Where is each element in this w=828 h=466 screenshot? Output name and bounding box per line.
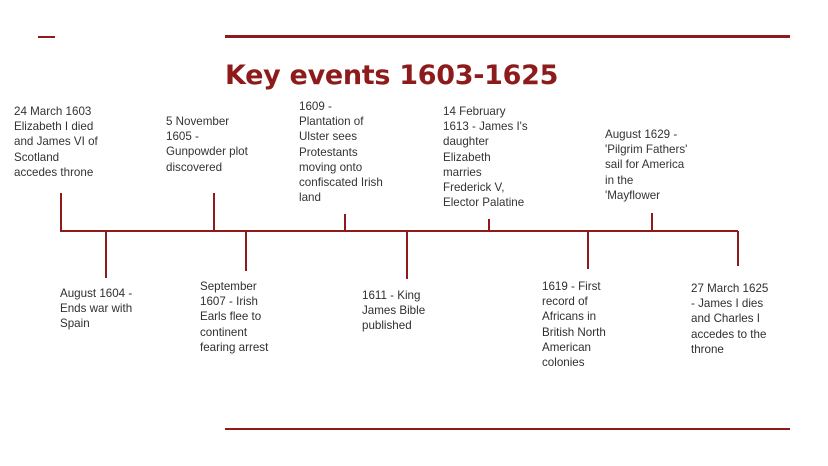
timeline-tick-1605: [213, 193, 215, 231]
event-label-1611: 1611 - King James Bible published: [362, 289, 426, 333]
timeline-tick-1613: [488, 219, 490, 231]
event-label-1605: 5 November 1605 - Gunpowder plot discovered: [166, 115, 248, 174]
timeline-tick-1609: [344, 214, 346, 231]
event-label-1603: 24 March 1603 Elizabeth I died and James VI of Scotland accedes throne: [14, 105, 98, 179]
top-left-accent-bar: [38, 36, 55, 38]
timeline-tick-1629: [651, 213, 653, 231]
event-label-1613: 14 February 1613 - James I's daughter Elizabeth marries Frederick V, Elector Palatine: [443, 105, 528, 210]
bottom-accent-rule: [225, 428, 790, 430]
event-label-1629: August 1629 - 'Pilgrim Fathers' sail for America in the 'Mayflower: [605, 128, 688, 202]
timeline-tick-1611: [406, 231, 408, 279]
timeline-tick-1607: [245, 231, 247, 271]
event-label-1607: September 1607 - Irish Earls flee to continent fearing arrest: [200, 280, 269, 354]
event-label-1619: 1619 - First record of Africans in British North American colonies: [542, 280, 606, 370]
top-accent-rule: [225, 35, 790, 38]
timeline-tick-1604: [105, 231, 107, 278]
timeline-tick-1625: [737, 231, 739, 266]
timeline-tick-1603: [60, 193, 62, 231]
event-label-1625: 27 March 1625 - James I dies and Charles I accedes to the throne: [691, 282, 769, 356]
event-label-1609: 1609 - Plantation of Ulster sees Protestants moving onto confiscated Irish land: [299, 100, 383, 205]
page-title: Key events 1603-1625: [225, 60, 559, 91]
timeline-axis: [60, 230, 738, 232]
event-label-1604: August 1604 - Ends war with Spain: [60, 287, 133, 331]
timeline-tick-1619: [587, 231, 589, 269]
